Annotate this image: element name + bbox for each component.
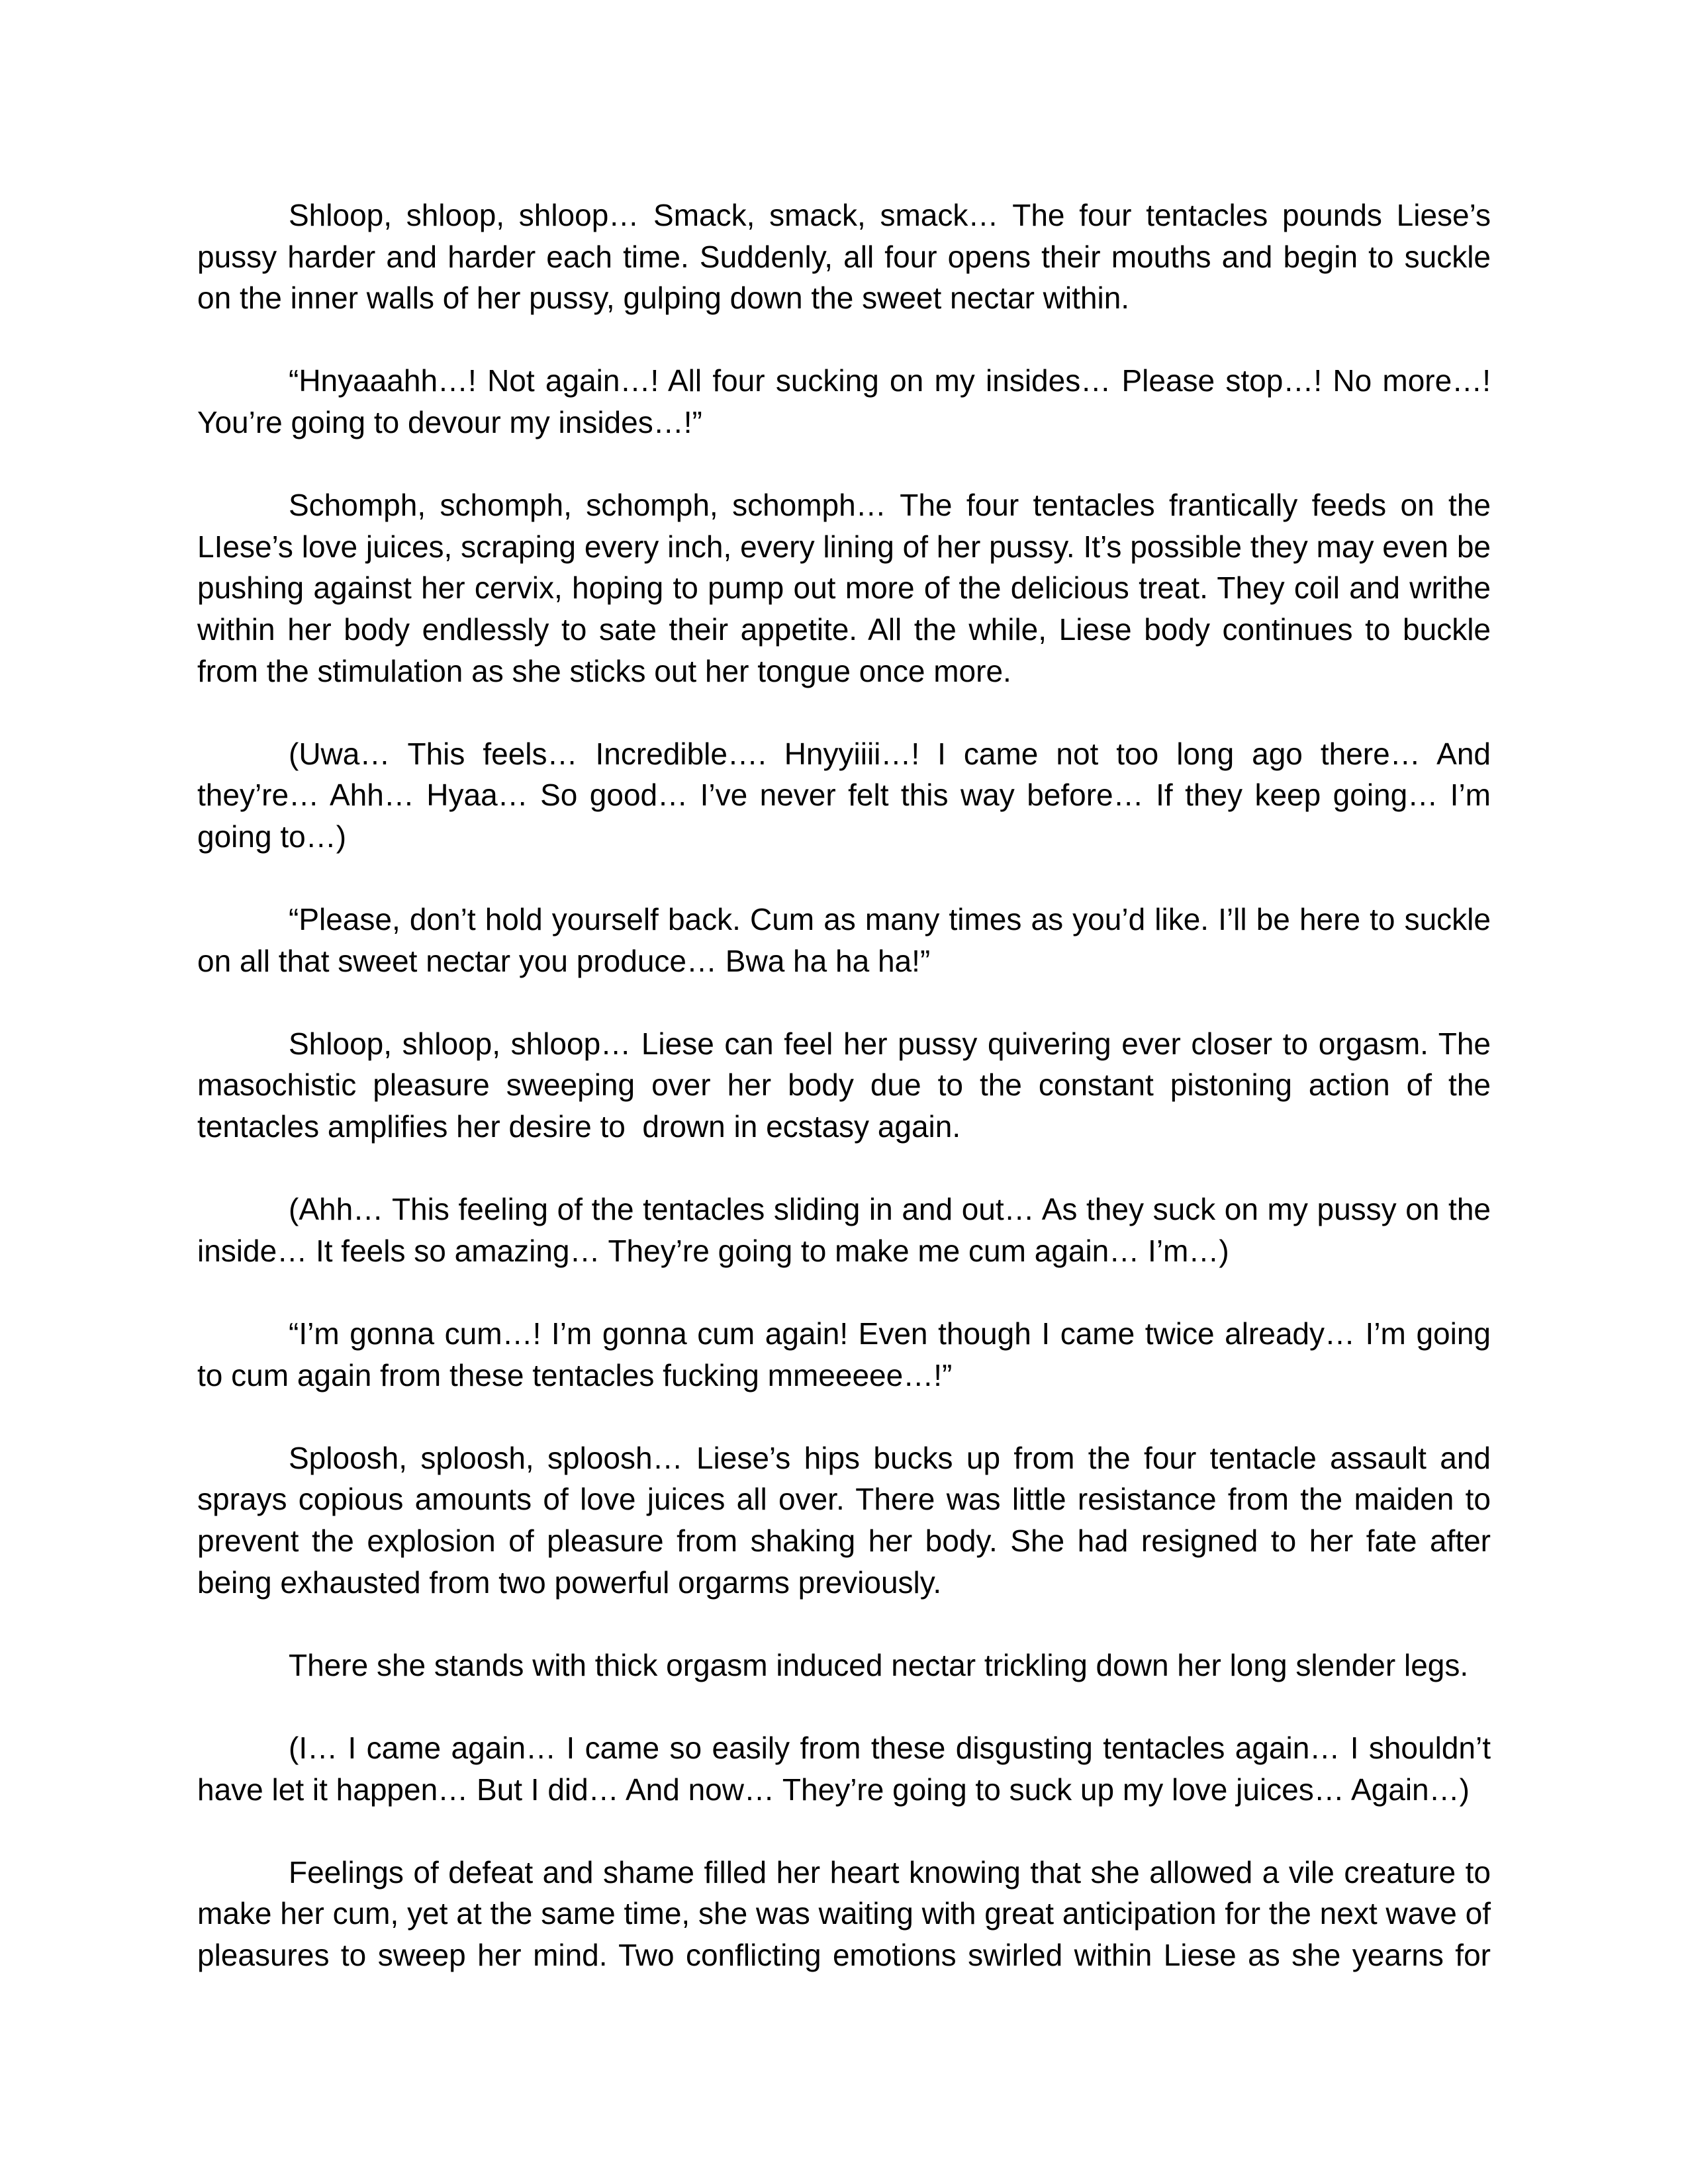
text-line: Shloop, shloop, shloop… Liese can feel her pussy quivering ever closer to orgasm. The (289, 1026, 1491, 1061)
paragraph (197, 899, 1491, 981)
text-line: from the stimulation as she sticks out her tongue once more. (197, 653, 1011, 688)
paragraph (197, 1313, 1491, 1396)
text-line: masochistic pleasure sweeping over her body due to the constant pistoning action of the (197, 1068, 1491, 1103)
paragraph (197, 733, 1491, 858)
text-line: (I… I came again… I came so easily from these disgusting tentacles again… I shouldn’t (289, 1730, 1491, 1765)
text-line: they’re… Ahh… Hyaa… So good… I’ve never felt this way before… If they keep going… I’m (197, 778, 1491, 813)
text-line: tentacles amplifies her desire to drown in ecstasy again. (197, 1109, 961, 1144)
text-line: on the inner walls of her pussy, gulping down the sweet nectar within. (197, 281, 1130, 316)
text-line: There she stands with thick orgasm induced nectar trickling down her long slender legs. (289, 1647, 1469, 1682)
paragraph (197, 1189, 1491, 1271)
text-line: “I’m gonna cum…! I’m gonna cum again! Even though I came twice already… I’m going (289, 1316, 1491, 1351)
text-line: within her body endlessly to sate their appetite. All the while, Liese body continues to buckle (197, 612, 1491, 647)
text-line: “Hnyaaahh…! Not again…! All four sucking on my insides… Please stop…! No more…! (289, 363, 1491, 398)
paragraph (197, 1852, 1491, 1976)
paragraph (197, 195, 1491, 319)
text-line: Schomph, schomph, schomph, schomph… The four tentacles frantically feeds on the (289, 488, 1491, 523)
text-line: sprays copious amounts of love juices all over. There was little resistance from the maiden to (197, 1482, 1491, 1517)
paragraph (197, 360, 1491, 443)
text-line: to cum again from these tentacles fucking mmeeeee…!” (197, 1357, 953, 1392)
text-line: make her cum, yet at the same time, she was waiting with great anticipation for the next wave of (197, 1896, 1491, 1931)
paragraph (197, 484, 1491, 692)
text-line: (Uwa… This feels… Incredible…. Hnyyiiii…! I came not too long ago there… And (289, 736, 1491, 771)
paragraph (197, 1727, 1491, 1810)
text-line: Shloop, shloop, shloop… Smack, smack, smack… The four tentacles pounds Liese’s (289, 198, 1491, 232)
text-line: (Ahh… This feeling of the tentacles sliding in and out… As they suck on my pussy on the (289, 1192, 1491, 1227)
paragraph (197, 1023, 1491, 1148)
text-line: Feelings of defeat and shame filled her heart knowing that she allowed a vile creature to (289, 1854, 1491, 1889)
text-line: pleasures to sweep her mind. Two conflicting emotions swirled within Liese as she yearns for (197, 1937, 1491, 1972)
document-body (197, 195, 1491, 1976)
text-line: LIese’s love juices, scraping every inch, every lining of her pussy. It’s possible they may even be (197, 529, 1491, 564)
paragraph (197, 1437, 1491, 1603)
paragraph (197, 1645, 1491, 1686)
text-line: prevent the explosion of pleasure from shaking her body. She had resigned to her fate after (197, 1524, 1491, 1558)
text-line: inside… It feels so amazing… They’re going to make me cum again… I’m…) (197, 1233, 1229, 1268)
text-line: pushing against her cervix, hoping to pump out more of the delicious treat. They coil and writhe (197, 570, 1491, 606)
text-line: “Please, don’t hold yourself back. Cum as many times as you’d like. I’ll be here to suckle (289, 902, 1491, 937)
text-line: Sploosh, sploosh, sploosh… Liese’s hips bucks up from the four tentacle assault and (289, 1440, 1491, 1475)
text-line: going to…) (197, 819, 347, 854)
text-line: on all that sweet nectar you produce… Bwa ha ha ha!” (197, 943, 931, 978)
text-line: have let it happen… But I did… And now… They’re going to suck up my love juices… Again…) (197, 1772, 1470, 1807)
text-line: being exhausted from two powerful orgarms previously. (197, 1565, 942, 1600)
text-line: pussy harder and harder each time. Suddenly, all four opens their mouths and begin to suckle (197, 239, 1491, 274)
text-line: You’re going to devour my insides…!” (197, 404, 702, 439)
